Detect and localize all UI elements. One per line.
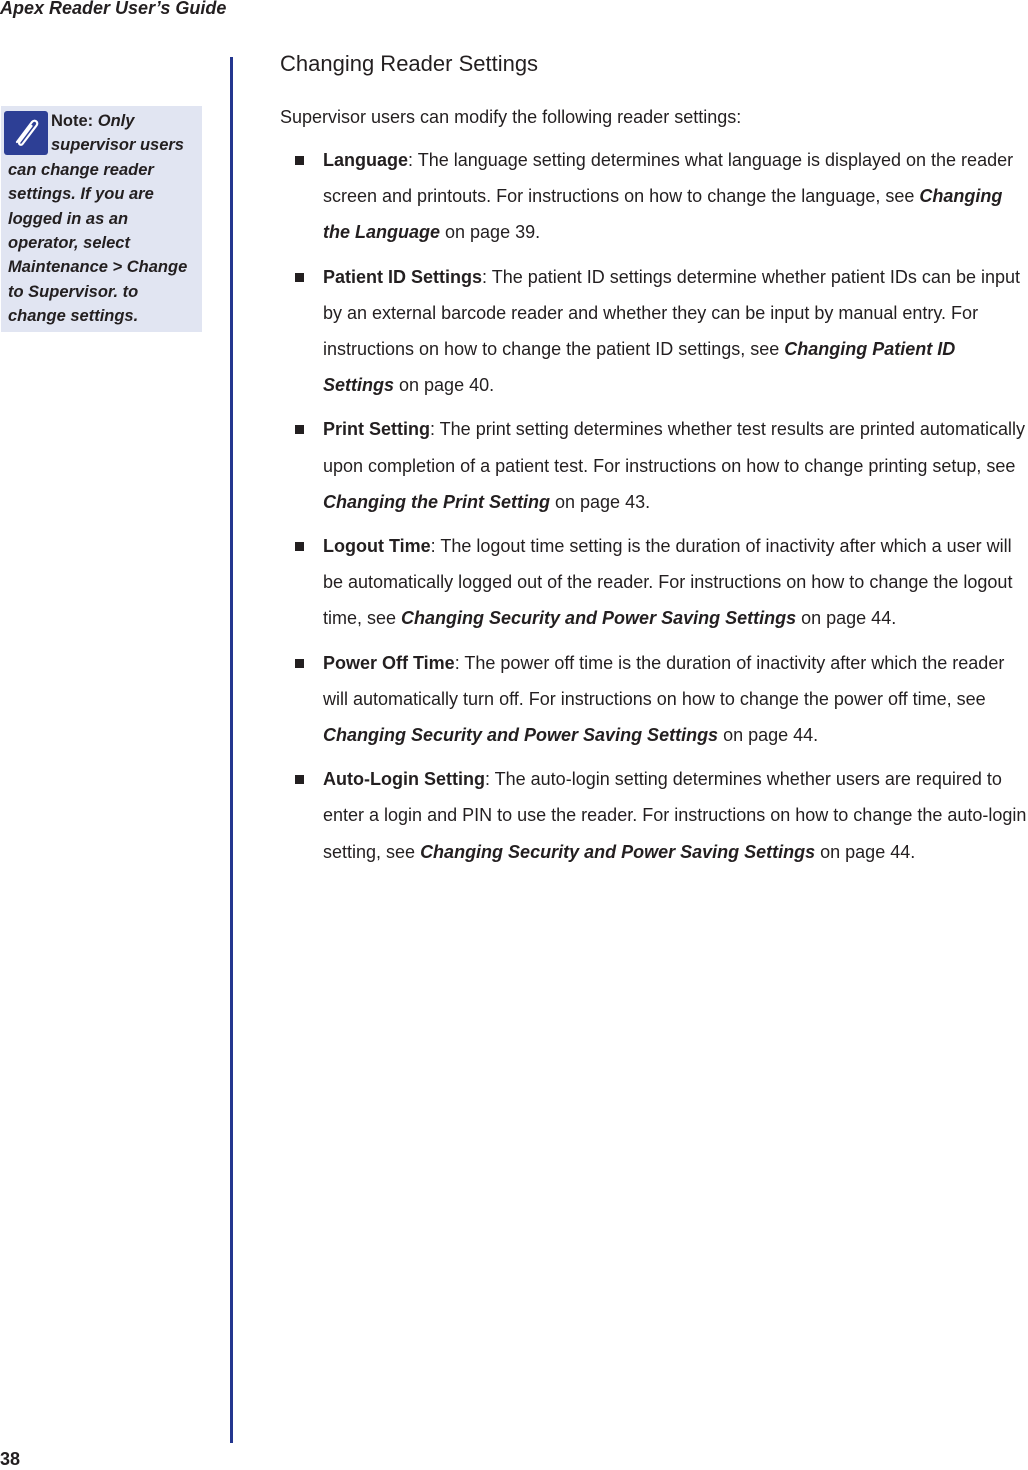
settings-list [280,142,1028,878]
setting-term: Patient ID Settings [323,266,483,287]
page-number: 38 [0,1449,21,1469]
bullet-icon [295,156,304,165]
paperclip-icon [4,111,48,155]
cross-reference-link[interactable]: Changing Security and Power Saving Settings [420,841,816,862]
setting-description: : The patient ID settings determine whether patient IDs can be input by an external barcode reader and whether they can be input by manual entry. For instructions on how to change the patient ID settings, see [323,266,1021,360]
setting-term: Logout Time [323,536,431,557]
cross-reference-link[interactable]: Changing Security and Power Saving Settings [323,725,719,746]
page-reference: on page 44. [718,725,819,746]
note-label: Note: [51,112,94,130]
setting-item-patient-id [280,259,1028,404]
page-reference: on page 43. [550,491,651,512]
bullet-icon [295,659,304,668]
setting-description: : The power off time is the duration of inactivity after which the reader will automatically turn off. For instructions on how to change the power off time, see [323,652,1005,709]
setting-description: : The auto-login setting determines whether users are required to enter a login and PIN to use the reader. For instructions on how to change the auto-login setting, see [323,769,1027,862]
page-reference: on page 40. [394,375,495,396]
setting-description: : The language setting determines what language is displayed on the reader screen and printouts. For instructions on how to change the language, see [323,150,1014,207]
bullet-icon [295,542,304,551]
page-reference: on page 39. [440,222,541,243]
setting-term: Power Off Time [323,652,455,673]
bullet-icon [295,775,304,784]
margin-rule [230,57,233,1443]
cross-reference-link[interactable]: Changing the Print Setting [323,491,550,512]
setting-item-logout-time [280,528,1028,637]
setting-item-print [280,411,1028,520]
bullet-icon [295,273,304,282]
bullet-icon [295,425,304,434]
cross-reference-link[interactable]: Changing Security and Power Saving Settings [401,608,797,629]
setting-description: : The logout time setting is the duration of inactivity after which a user will be automatically logged out of the reader. For instructions on how to change the logout time, see [323,536,1013,629]
setting-description: : The print setting determines whether test results are printed automatically upon completion of a patient test. For instructions on how to change printing setup, see [323,419,1025,476]
cross-reference-link[interactable]: Changing Patient ID Settings [323,339,956,396]
setting-item-auto-login [280,761,1028,870]
setting-item-power-off-time [280,645,1028,754]
cross-reference-link[interactable]: Changing the Language [323,186,1003,243]
running-header: Apex Reader User’s Guide [0,0,227,18]
note-box [1,106,202,332]
setting-term: Auto-Login Setting [323,769,485,790]
page-reference: on page 44. [815,841,916,862]
setting-term: Print Setting [323,419,430,440]
section-intro: Supervisor users can modify the following reader settings: [280,107,742,127]
note-body: Only supervisor users can change reader settings. If you are logged in as an operator, select Maintenance > Change to Supervisor. to change settings. [8,112,188,326]
setting-term: Language [323,150,409,170]
setting-item-language [280,142,1028,251]
page-reference: on page 44. [796,608,897,629]
section-title: Changing Reader Settings [280,51,539,76]
